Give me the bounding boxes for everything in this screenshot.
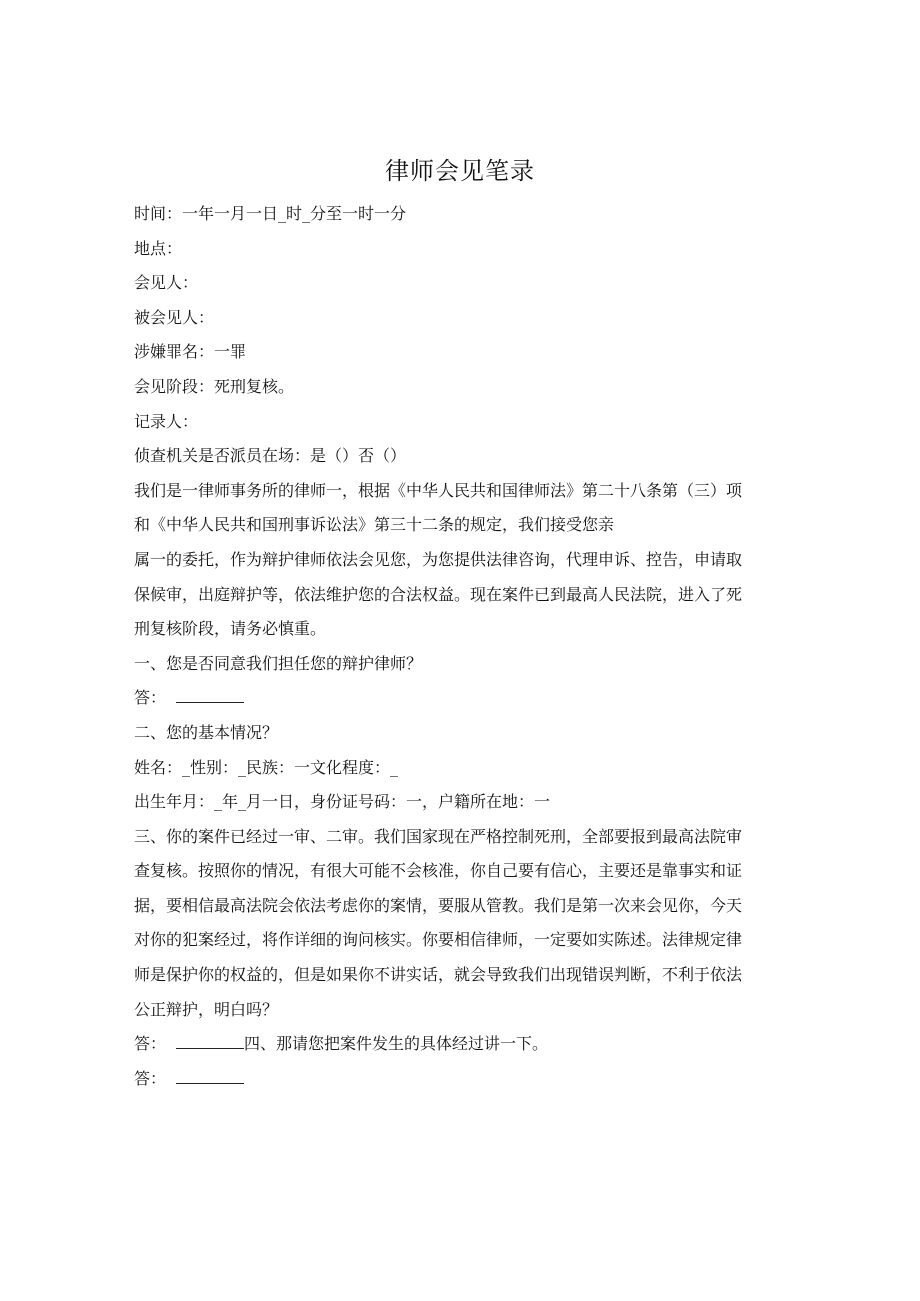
question-3-line: 三、你的案件已经过一审、二审。我们国家现在严格控制死刑，全部要报到最高法院审 [134, 826, 743, 846]
answer-label: 答： [134, 688, 167, 708]
question-3-line: 对你的犯案经过，将作详细的询问核实。你要相信律师，一定要如实陈述。法律规定律 [134, 930, 743, 950]
document-title: 律师会见笔录 [385, 157, 535, 185]
answer-blank [176, 688, 244, 703]
answer-4-row [134, 1062, 794, 1097]
intro-line: 刑复核阶段，请务必慎重。 [134, 619, 327, 639]
charge-field: 涉嫌罪名：一罪 [134, 342, 247, 362]
answer-1-row [134, 681, 794, 716]
question-3-line: 公正辩护，明白吗？ [134, 999, 279, 1019]
document-body [134, 197, 794, 1096]
visitee-field: 被会见人： [134, 307, 215, 327]
answer-label: 答： [134, 1034, 167, 1054]
answer-blank [176, 1034, 244, 1049]
visitor-field: 会见人： [134, 273, 199, 293]
time-field: 时间：一年一月一日_时_分至一时一分 [134, 204, 407, 223]
answer-blank [176, 1069, 244, 1084]
question-3-line: 师是保护你的权益的，但是如果你不讲实话，就会导致我们出现错误判断，不利于依法 [134, 965, 743, 985]
question-4: 四、那请您把案件发生的具体经过讲一下。 [244, 1034, 549, 1054]
question-2: 二、您的基本情况？ [134, 722, 279, 742]
question-3-line: 据，要相信最高法院会依法考虑你的案情，要服从管教。我们是第一次来会见你，今天 [134, 895, 743, 915]
intro-line: 属一的委托，作为辩护律师依法会见您，为您提供法律咨询，代理申诉、控告，申请取 [134, 549, 743, 569]
intro-line: 和《中华人民共和国刑事诉讼法》第三十二条的规定，我们接受您亲 [134, 515, 615, 535]
answer-label: 答： [134, 1068, 167, 1088]
question-3-line: 查复核。按照你的情况，有很大可能不会核准，你自己要有信心，主要还是靠事实和证 [134, 861, 743, 881]
intro-line: 我们是一律师事务所的律师一，根据《中华人民共和国律师法》第二十八条第（三）项 [134, 480, 743, 500]
answer-3-row [134, 1027, 794, 1062]
stage-field: 会见阶段：死刑复核。 [134, 376, 295, 396]
basic-info-line-2: 出生年月：_年_月一日，身份证号码：一，户籍所在地：一 [134, 792, 551, 812]
place-field: 地点： [134, 238, 183, 258]
question-1: 一、您是否同意我们担任您的辩护律师？ [134, 653, 423, 673]
recorder-field: 记录人： [134, 411, 199, 431]
basic-info-line-1: 姓名：_性别：_民族：一文化程度：_ [134, 757, 399, 777]
intro-line: 保候审，出庭辩护等，依法维护您的合法权益。现在案件已到最高人民法院，进入了死 [134, 584, 743, 604]
police-present-field: 侦查机关是否派员在场：是（）否（） [134, 446, 407, 466]
